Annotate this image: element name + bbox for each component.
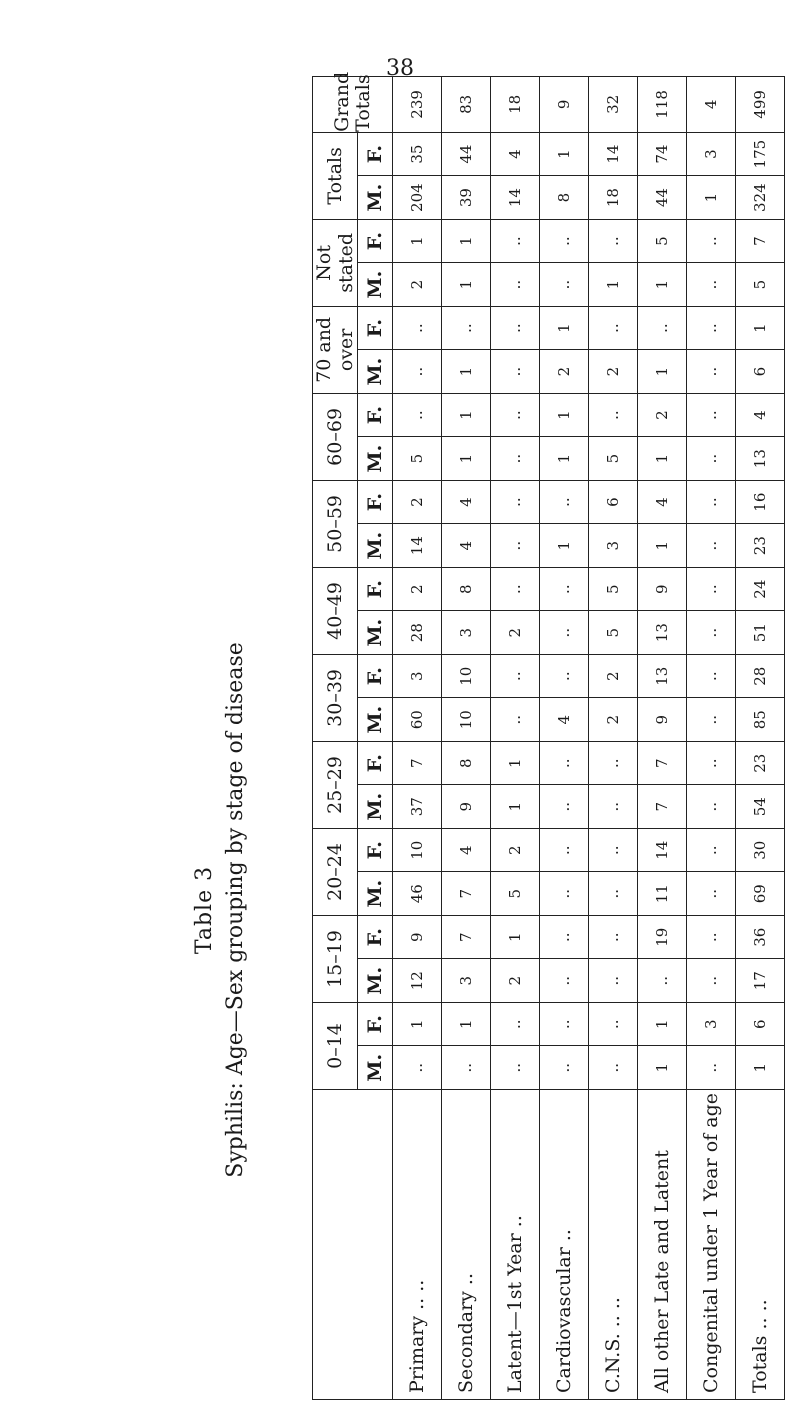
table-cell: .. bbox=[540, 828, 589, 872]
age-group-header: 50–59 bbox=[313, 480, 358, 567]
grand-total-cell: 18 bbox=[491, 76, 540, 132]
table-cell: 204 bbox=[393, 176, 442, 220]
table-cell: 1 bbox=[442, 393, 491, 437]
table-cell: .. bbox=[687, 1046, 736, 1090]
female-header: F. bbox=[358, 741, 393, 785]
table-cell: 1 bbox=[540, 524, 589, 568]
male-header: M. bbox=[358, 176, 393, 220]
table-cell: 28 bbox=[736, 654, 785, 698]
table-cell: 5 bbox=[491, 872, 540, 916]
table-cell: 5 bbox=[393, 437, 442, 481]
table-cell: .. bbox=[687, 524, 736, 568]
table-cell: 8 bbox=[442, 741, 491, 785]
table-cell: .. bbox=[687, 350, 736, 394]
table-subtitle: Syphilis: Age—Sex grouping by stage of disease bbox=[223, 642, 249, 1178]
table-title: Table 3 bbox=[192, 865, 217, 955]
table-cell: 8 bbox=[540, 176, 589, 220]
table-cell: 13 bbox=[638, 611, 687, 655]
table-cell: 10 bbox=[442, 654, 491, 698]
table-cell: 16 bbox=[736, 480, 785, 524]
table-cell: 35 bbox=[393, 132, 442, 176]
row-label: Congenital under 1 Year of age bbox=[687, 1090, 736, 1400]
table-cell: 44 bbox=[638, 176, 687, 220]
row-label: Cardiovascular .. bbox=[540, 1090, 589, 1400]
table-cell: .. bbox=[393, 306, 442, 350]
table-cell: 2 bbox=[589, 654, 638, 698]
table-cell: .. bbox=[442, 1046, 491, 1090]
table-row bbox=[393, 76, 442, 1399]
table-cell: 3 bbox=[393, 654, 442, 698]
table-cell: .. bbox=[540, 785, 589, 829]
table-cell: 175 bbox=[736, 132, 785, 176]
table-cell: .. bbox=[540, 1046, 589, 1090]
table-cell: 23 bbox=[736, 524, 785, 568]
table-cell: 1 bbox=[736, 306, 785, 350]
female-header: F. bbox=[358, 1002, 393, 1046]
grand-total-cell: 83 bbox=[442, 76, 491, 132]
female-header: F. bbox=[358, 915, 393, 959]
table-cell: 1 bbox=[540, 437, 589, 481]
table-row bbox=[540, 76, 589, 1399]
table-cell: 1 bbox=[442, 263, 491, 307]
table-cell: .. bbox=[540, 654, 589, 698]
table-cell: 2 bbox=[589, 350, 638, 394]
table-cell: .. bbox=[393, 1046, 442, 1090]
table-cell: 3 bbox=[687, 132, 736, 176]
grand-total-cell: 118 bbox=[638, 76, 687, 132]
table-cell: 17 bbox=[736, 959, 785, 1003]
table-cell: 9 bbox=[442, 785, 491, 829]
table-cell: .. bbox=[540, 1002, 589, 1046]
page-number: 38 bbox=[386, 56, 414, 81]
table-cell: .. bbox=[393, 393, 442, 437]
table-cell: .. bbox=[491, 698, 540, 742]
table-cell: 1 bbox=[638, 524, 687, 568]
table-cell: 13 bbox=[638, 654, 687, 698]
table-cell: 8 bbox=[442, 567, 491, 611]
female-header: F. bbox=[358, 828, 393, 872]
table-row bbox=[736, 76, 785, 1399]
female-header: F. bbox=[358, 393, 393, 437]
table-cell: .. bbox=[687, 393, 736, 437]
table-cell: 74 bbox=[638, 132, 687, 176]
table-cell: 5 bbox=[638, 219, 687, 263]
table-cell: .. bbox=[687, 872, 736, 916]
age-group-header: 30–39 bbox=[313, 654, 358, 741]
table-cell: .. bbox=[589, 1002, 638, 1046]
table-cell: 28 bbox=[393, 611, 442, 655]
table-cell: 1 bbox=[393, 219, 442, 263]
row-label: Secondary .. bbox=[442, 1090, 491, 1400]
table-cell: 7 bbox=[736, 219, 785, 263]
table-cell: 54 bbox=[736, 785, 785, 829]
male-header: M. bbox=[358, 1046, 393, 1090]
table-cell: 9 bbox=[638, 567, 687, 611]
table-cell: .. bbox=[540, 741, 589, 785]
female-header: F. bbox=[358, 480, 393, 524]
table-cell: 4 bbox=[638, 480, 687, 524]
table-cell: 1 bbox=[540, 393, 589, 437]
age-group-header: Not stated bbox=[313, 219, 358, 306]
table-cell: 2 bbox=[393, 263, 442, 307]
male-header: M. bbox=[358, 350, 393, 394]
table-cell: .. bbox=[540, 959, 589, 1003]
row-label: All other Late and Latent bbox=[638, 1090, 687, 1400]
table-cell: 7 bbox=[638, 741, 687, 785]
table-cell: .. bbox=[638, 959, 687, 1003]
table-cell: .. bbox=[540, 611, 589, 655]
table-cell: .. bbox=[491, 219, 540, 263]
table-cell: 14 bbox=[491, 176, 540, 220]
row-label: Totals .. .. bbox=[736, 1090, 785, 1400]
female-header: F. bbox=[358, 654, 393, 698]
table-cell: 1 bbox=[491, 785, 540, 829]
male-header: M. bbox=[358, 263, 393, 307]
table-cell: 12 bbox=[393, 959, 442, 1003]
age-group-header: 40–49 bbox=[313, 567, 358, 654]
table-cell: .. bbox=[687, 480, 736, 524]
table-cell: 6 bbox=[736, 1002, 785, 1046]
table-cell: 7 bbox=[638, 785, 687, 829]
table-cell: .. bbox=[687, 567, 736, 611]
table-cell: .. bbox=[589, 393, 638, 437]
table-cell: .. bbox=[491, 1046, 540, 1090]
age-group-header: 20–24 bbox=[313, 828, 358, 915]
table-cell: .. bbox=[589, 219, 638, 263]
table-cell: 1 bbox=[638, 437, 687, 481]
grand-total-cell: 32 bbox=[589, 76, 638, 132]
age-group-header: 0–14 bbox=[313, 1002, 358, 1089]
table-cell: 6 bbox=[736, 350, 785, 394]
table-cell: 1 bbox=[491, 915, 540, 959]
age-group-header: 15–19 bbox=[313, 915, 358, 1002]
syphilis-table bbox=[312, 71, 785, 1400]
table-cell: 2 bbox=[540, 350, 589, 394]
table-cell: .. bbox=[687, 306, 736, 350]
table-cell: .. bbox=[687, 219, 736, 263]
table-cell: 3 bbox=[687, 1002, 736, 1046]
table-cell: .. bbox=[589, 872, 638, 916]
table-row bbox=[687, 76, 736, 1399]
table-row bbox=[638, 76, 687, 1399]
table-cell: .. bbox=[393, 350, 442, 394]
grand-total-cell: 4 bbox=[687, 76, 736, 132]
table-cell: 3 bbox=[589, 524, 638, 568]
table-cell: 36 bbox=[736, 915, 785, 959]
grand-total-header: Grand Totals bbox=[313, 76, 393, 132]
table-cell: 5 bbox=[589, 567, 638, 611]
table-cell: .. bbox=[491, 263, 540, 307]
table-cell: 1 bbox=[540, 306, 589, 350]
table-cell: .. bbox=[540, 915, 589, 959]
table-cell: 2 bbox=[491, 959, 540, 1003]
age-group-header: 70 and over bbox=[313, 306, 358, 393]
table-cell: 4 bbox=[540, 698, 589, 742]
table-cell: .. bbox=[589, 741, 638, 785]
age-group-header: 60–69 bbox=[313, 393, 358, 480]
male-header: M. bbox=[358, 524, 393, 568]
male-header: M. bbox=[358, 872, 393, 916]
table-cell: 3 bbox=[442, 611, 491, 655]
table-cell: 5 bbox=[589, 437, 638, 481]
table-cell: 4 bbox=[442, 828, 491, 872]
table-cell: 9 bbox=[393, 915, 442, 959]
table-cell: 4 bbox=[442, 524, 491, 568]
table-cell: .. bbox=[491, 1002, 540, 1046]
table-cell: 1 bbox=[736, 1046, 785, 1090]
table-cell: 2 bbox=[589, 698, 638, 742]
table-cell: 2 bbox=[491, 611, 540, 655]
table-cell: 18 bbox=[589, 176, 638, 220]
table-cell: 19 bbox=[638, 915, 687, 959]
table-cell: 46 bbox=[393, 872, 442, 916]
table-cell: 1 bbox=[638, 1002, 687, 1046]
row-label: Latent—1st Year .. bbox=[491, 1090, 540, 1400]
table-cell: 1 bbox=[687, 176, 736, 220]
table-frame bbox=[312, 71, 785, 1400]
table-cell: .. bbox=[540, 480, 589, 524]
table-cell: 7 bbox=[393, 741, 442, 785]
female-header: F. bbox=[358, 132, 393, 176]
table-cell: 23 bbox=[736, 741, 785, 785]
table-cell: 2 bbox=[393, 480, 442, 524]
table-cell: .. bbox=[540, 872, 589, 916]
table-cell: 7 bbox=[442, 872, 491, 916]
table-cell: .. bbox=[589, 915, 638, 959]
table-cell: .. bbox=[687, 698, 736, 742]
age-group-header: 25–29 bbox=[313, 741, 358, 828]
table-cell: 5 bbox=[736, 263, 785, 307]
table-cell: .. bbox=[687, 785, 736, 829]
table-cell: 1 bbox=[442, 350, 491, 394]
table-cell: .. bbox=[491, 350, 540, 394]
table-cell: 69 bbox=[736, 872, 785, 916]
table-cell: .. bbox=[491, 654, 540, 698]
table-cell: 1 bbox=[638, 1046, 687, 1090]
table-cell: 10 bbox=[393, 828, 442, 872]
row-label: C.N.S. .. .. bbox=[589, 1090, 638, 1400]
table-cell: .. bbox=[687, 959, 736, 1003]
table-row bbox=[442, 76, 491, 1399]
table-cell: .. bbox=[687, 828, 736, 872]
table-row bbox=[491, 76, 540, 1399]
table-cell: .. bbox=[589, 785, 638, 829]
male-header: M. bbox=[358, 611, 393, 655]
table-cell: 85 bbox=[736, 698, 785, 742]
table-cell: 11 bbox=[638, 872, 687, 916]
table-cell: .. bbox=[540, 263, 589, 307]
table-cell: 1 bbox=[540, 132, 589, 176]
table-cell: 2 bbox=[638, 393, 687, 437]
table-cell: 324 bbox=[736, 176, 785, 220]
table-cell: 2 bbox=[491, 828, 540, 872]
table-cell: 14 bbox=[638, 828, 687, 872]
male-header: M. bbox=[358, 698, 393, 742]
table-cell: 4 bbox=[491, 132, 540, 176]
table-cell: 1 bbox=[393, 1002, 442, 1046]
female-header: F. bbox=[358, 567, 393, 611]
table-cell: 24 bbox=[736, 567, 785, 611]
table-cell: .. bbox=[540, 567, 589, 611]
grand-total-cell: 499 bbox=[736, 76, 785, 132]
table-cell: 5 bbox=[589, 611, 638, 655]
table-cell: .. bbox=[687, 654, 736, 698]
table-row bbox=[589, 76, 638, 1399]
table-cell: 1 bbox=[442, 437, 491, 481]
table-cell: .. bbox=[491, 306, 540, 350]
table-cell: 1 bbox=[638, 263, 687, 307]
table-cell: .. bbox=[491, 393, 540, 437]
table-cell: .. bbox=[491, 437, 540, 481]
male-header: M. bbox=[358, 785, 393, 829]
table-cell: .. bbox=[589, 959, 638, 1003]
table-cell: 2 bbox=[393, 567, 442, 611]
table-cell: .. bbox=[687, 611, 736, 655]
table-cell: .. bbox=[442, 306, 491, 350]
table-cell: .. bbox=[687, 741, 736, 785]
table-cell: 9 bbox=[638, 698, 687, 742]
table-cell: 1 bbox=[442, 1002, 491, 1046]
table-cell: 4 bbox=[736, 393, 785, 437]
table-cell: 1 bbox=[589, 263, 638, 307]
male-header: M. bbox=[358, 959, 393, 1003]
table-cell: 4 bbox=[442, 480, 491, 524]
table-cell: 13 bbox=[736, 437, 785, 481]
female-header: F. bbox=[358, 219, 393, 263]
table-cell: .. bbox=[589, 828, 638, 872]
table-cell: 51 bbox=[736, 611, 785, 655]
table-cell: .. bbox=[491, 524, 540, 568]
table-cell: 44 bbox=[442, 132, 491, 176]
table-cell: .. bbox=[687, 263, 736, 307]
row-label: Primary .. .. bbox=[393, 1090, 442, 1400]
age-group-header: Totals bbox=[313, 132, 358, 219]
table-cell: .. bbox=[687, 437, 736, 481]
grand-total-cell: 239 bbox=[393, 76, 442, 132]
table-cell: .. bbox=[638, 306, 687, 350]
female-header: F. bbox=[358, 306, 393, 350]
table-cell: .. bbox=[491, 567, 540, 611]
table-cell: 14 bbox=[393, 524, 442, 568]
table-cell: 30 bbox=[736, 828, 785, 872]
table-cell: 6 bbox=[589, 480, 638, 524]
table-cell: 14 bbox=[589, 132, 638, 176]
grand-total-cell: 9 bbox=[540, 76, 589, 132]
table-cell: .. bbox=[589, 306, 638, 350]
table-cell: 7 bbox=[442, 915, 491, 959]
table-cell: .. bbox=[540, 219, 589, 263]
table-cell: .. bbox=[589, 1046, 638, 1090]
table-cell: 3 bbox=[442, 959, 491, 1003]
table-cell: 37 bbox=[393, 785, 442, 829]
table-cell: .. bbox=[687, 915, 736, 959]
table-cell: 1 bbox=[638, 350, 687, 394]
table-cell: .. bbox=[491, 480, 540, 524]
table-cell: 60 bbox=[393, 698, 442, 742]
table-cell: 1 bbox=[442, 219, 491, 263]
table-cell: 39 bbox=[442, 176, 491, 220]
stub-header bbox=[313, 1090, 393, 1400]
table-cell: 10 bbox=[442, 698, 491, 742]
table-cell: 1 bbox=[491, 741, 540, 785]
male-header: M. bbox=[358, 437, 393, 481]
